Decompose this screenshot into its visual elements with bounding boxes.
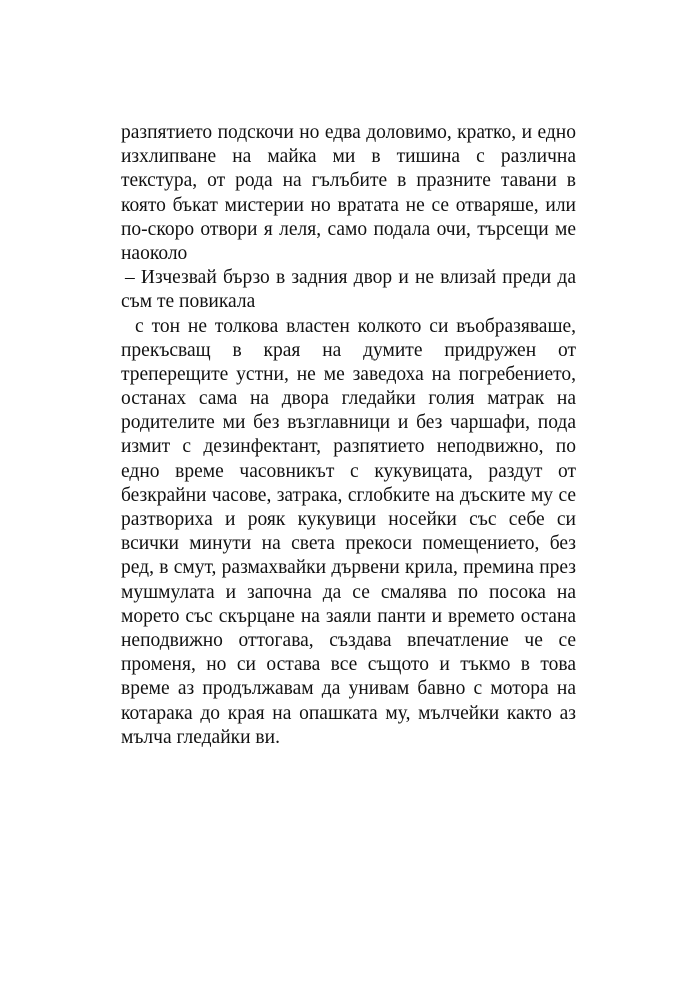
text-line: изхлипване на майка ми в тишина с различна (121, 146, 576, 168)
dialogue-line: – Изчезвай бързо в задния двор и не влизай преди да (125, 267, 576, 289)
text-line: текстура, от рода на гълъбите в празните тавани в (121, 170, 576, 192)
text-line: котарака до края на опашката му, мълчейки както аз (121, 702, 576, 724)
text-line: която бъкат мистерии но вратата не се отваряше, или (121, 194, 576, 216)
text-line: съм те повикала (121, 291, 256, 313)
text-line: измит с дезинфектант, разпятието неподвижно, по (121, 436, 576, 458)
text-line: прекъсващ в края на думите придружен от (121, 339, 576, 361)
paragraph-start-line: с тон не толкова властен колкото си въобразяваше, (135, 315, 576, 337)
text-line: мълча гледайки ви. (121, 726, 280, 748)
text-line: неподвижно оттогава, създава впечатление че се (121, 629, 576, 651)
text-line: ред, в смут, размахвайки дървени крила, премина през (121, 557, 576, 579)
text-line: едно време часовникът с кукувицата, раздут от (121, 460, 576, 482)
text-line: наоколо (121, 242, 188, 264)
text-line: разтвориха и рояк кукувици носейки със себе си (121, 509, 576, 530)
text-line: разпятието подскочи но едва доловимо, кратко, и едно (121, 122, 576, 143)
text-line: треперещите устни, не ме заведоха на погребението, (121, 363, 576, 385)
text-line: морето със скърцане на заяли панти и времето остана (121, 605, 576, 627)
text-line: всички минути на света прекоси помещението, без (121, 533, 576, 555)
text-line: родителите ми без възглавници и без чаршафи, пода (121, 412, 576, 434)
text-line: променя, но си остава все същото и тъкмо в това (121, 654, 576, 676)
body-text (121, 121, 576, 750)
text-line: останах сама на двора гледайки голия матрак на (121, 388, 576, 410)
text-line: време аз продължавам да унивам бавно с мотора на (121, 678, 576, 700)
text-line: безкрайни часове, затрака, сглобките на дъските му се (121, 484, 576, 506)
text-line: мушмулата и започна да се смалява по посока на (121, 581, 576, 603)
text-line: по-скоро отвори я леля, само подала очи, търсещи ме (121, 218, 576, 240)
